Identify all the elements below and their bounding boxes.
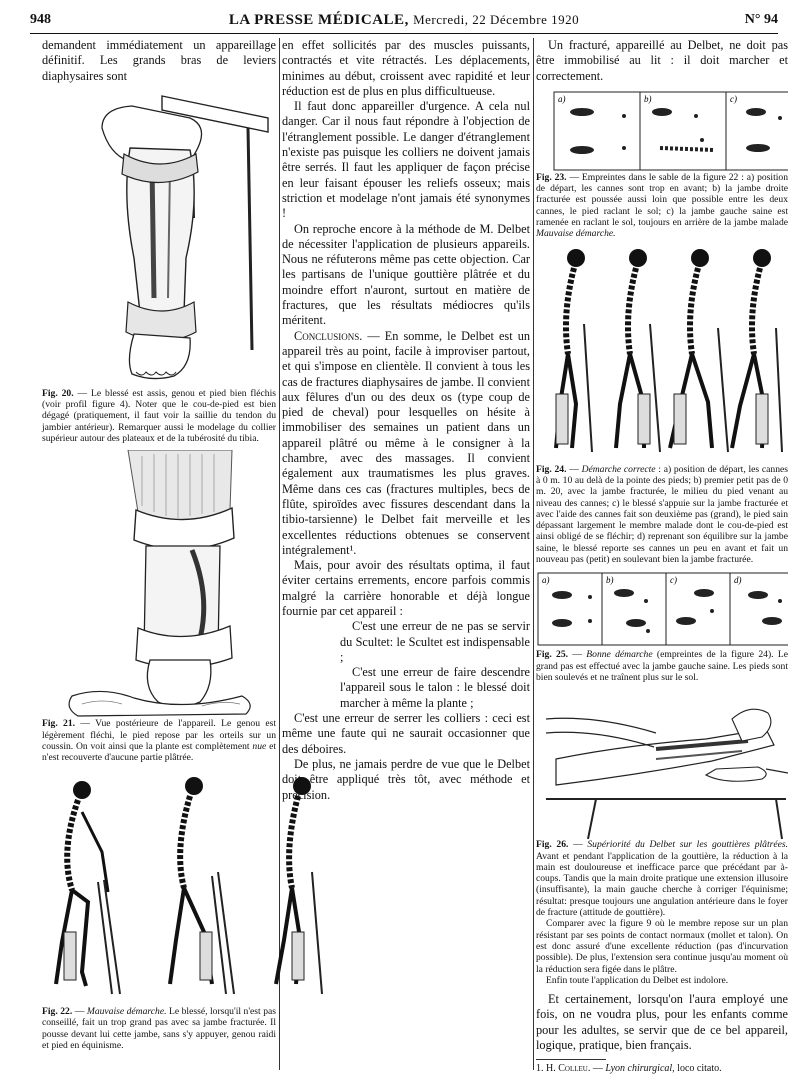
figure-22-text: Le blessé, lorsqu'il n'est pas conseillé, fait un trop grand pas avec sa jambe fracturée. Il pousse devant lui cette jambe, sans s'y appuyer, genou raidi et pied en équinisme. [42, 1006, 276, 1051]
page-header [30, 12, 778, 34]
paragraph: Et certainement, lorsqu'on l'aura employé une fois, on ne voudra plus, pour les enfants comme pour les adultes, se servir que de ce bel appareil, logique, pratique, bien français. [536, 992, 788, 1052]
footnote-author: Colleu. [558, 1063, 591, 1075]
footnote-rest: loco citato. [677, 1063, 722, 1075]
fig25-panel-label: d) [734, 575, 742, 586]
intro-text [42, 38, 276, 84]
figure-23-label: Fig. 23. [536, 171, 567, 183]
figure-24-text: : a) position de départ, les cannes à 0 m. 10 au delà de la pointe des pieds; b) premier petit pas de 0 m. 20, avec la jambe fracturée, le milieu du pied venant au niveau des cannes; c) le blessé s'appuie sur la jambe fracturée et avec l'aide des cannes fait son deuxième pas (grand), le pied sain dépassant largement le membre malade dont le cou-de-pied est ainsi obligé de se fléchir; d) reprenant son équilibre sur la jambe saine, le blessé reporte ses cannes un peu en avant et fait un nouveau pas (petit) en soulevant bien la jambe fracturée. [536, 463, 788, 566]
paragraph: en effet sollicités par des muscles puissants, contractés et vite rétractés. Les déplacements, minimes au début, croissent avec rapidité et leur réduction est de plus en plus difficultueuse. [282, 38, 530, 98]
figure-25-title: Bonne démarche [586, 649, 653, 661]
skeleton-figure [556, 249, 592, 452]
figure-20-text: — Le blessé est assis, genou et pied bien fléchis (voir profil figure 4). Noter que le cou-de-pied est bien dégagé (pratiquement, il faut voir la saillie du tendon du jambier antérieur). Remarquer aussi le modelage du collier supérieur autour des plateaux et de la tubérosité du tibia. [42, 387, 276, 445]
paragraph: Mais, pour avoir des résultats optima, il faut éviter certains errements, encore parfois commis malgré la carrière honorable et déjà longue fournie par cet appareil : [282, 558, 530, 618]
column-right [536, 38, 789, 1075]
figure-20-label: Fig. 20. [42, 387, 74, 399]
paragraph: Il faut donc appareiller d'urgence. A cela nul danger. Car il nous faut répondre à l'objection de l'étranglement possible. Le danger d'étranglement n'existe pas puisque les colliers ne doivent jamais être serrés. Il faut les appliquer de façon précise en leur faisant épouser les reliefs osseux; mais striction et modelage n'ont jamais été synonymes ! [282, 99, 530, 221]
page-number: 948 [30, 12, 51, 27]
skeleton-figure [616, 249, 660, 452]
figure-25-label: Fig. 25. [536, 649, 569, 661]
figure-23-italic: Mauvaise démarche. [536, 228, 616, 240]
issue-date: Mercredi, 22 Décembre 1920 [413, 12, 580, 27]
figure-24-title: Démarche correcte [581, 463, 656, 475]
figure-24-caption: Fig. 24. — Démarche correcte : a) position de départ, les cannes à 0 m. 10 au delà de la pointe des pieds; b) premier petit pas de 0 m. 20, avec la jambe fracturée, le milieu du pied venant au niveau des cannes; c) le blessé s'appuie sur la jambe fracturée et avec l'aide des cannes fait son deuxième pas (grand), le pied sain dépassant largement le membre malade dont le cou-de-pied est ainsi obligé de se fléchir; d) reprenant son équilibre sur la jambe saine, le blessé reporte ses cannes un peu en avant et fait un nouveau pas (petit) en soulevant bien la jambe fracturée. [536, 463, 788, 566]
figure-26-label: Fig. 26. [536, 839, 569, 851]
intro-paragraph: demandent immédiatement un appareillage définitif. Les grands bras de leviers diaphysaires sont [42, 38, 276, 83]
skeleton-figure [170, 777, 234, 994]
figure-26 [536, 689, 788, 986]
skeleton-figure [732, 249, 782, 452]
skeleton-figure [56, 781, 120, 994]
column-rule [533, 38, 534, 1070]
figure-26-text: Avant et pendant l'application de la gouttière, la réduction à la main est douloureuse et inefficace parce que précédant par à-coups. Tandis que la main droite pratique une extension illusoire (insuffisante), la main gauche cherche à corriger l'équinisme; résultat: presque toujours une angulation antérieure dans le foyer de fracture (attitude de gouttière). [536, 850, 788, 919]
figure-24 [536, 244, 788, 566]
figure-23-illustration [536, 90, 788, 172]
paragraph: C'est une erreur de faire descendre l'appareil sous le talon : le blessé doit marcher à même la plante ; [340, 665, 530, 710]
body-text-middle-end [282, 711, 530, 803]
figure-25-illustration [536, 571, 788, 649]
column-middle [282, 38, 530, 1070]
footnote-number: 1. H. [536, 1063, 556, 1075]
footnote-journal: Lyon chirurgical, [605, 1063, 675, 1075]
fig23-panel-label: a) [558, 93, 566, 104]
journal-title [30, 12, 778, 29]
figure-21-text: — Vue postérieure de l'appareil. Le genou est légèrement fléchi, le pied repose par les orteils sur un coussin. On voit ainsi que la plante est complètement [42, 718, 276, 752]
issue-number: N° 94 [744, 12, 778, 27]
figure-26-caption-3: Enfin toute l'application du Delbet est indolore. [546, 974, 729, 986]
body-text-right-top [536, 38, 788, 84]
figure-23-caption [536, 172, 788, 240]
figure-26-title: Supériorité du Delbet sur les gouttières plâtrées. [587, 839, 789, 851]
conclusions-text: — En somme, le Delbet est un appareil très au point, facile à improviser partout, et qui s'impose en clientèle. Il convient à tous les cas de fractures diaphysaires de jambe. Il convient aux fêlures d'un ou des deux os (type coup de pied de cheval) pour lesquelles on hésite à immobiliser des semaines un patient dans un appareil plâtré ou même à le consigner à la chambre, avec des massages. Il convient également aux traumatismes les plus graves. Même dans ces cas (fractures multiples, becs de flûte, spiroïdes avec fissures descendant dans la tibio-tarsienne) le Delbet fait merveille et les excellentes réductions obtenues se conservent intégralement¹. [282, 328, 530, 557]
paragraph: C'est une erreur de serrer les colliers : ceci est même une faute qui ne saurait occasionner que des déboires. [282, 711, 530, 756]
figure-21-caption [42, 718, 276, 763]
figure-25-caption: Fig. 25. — Bonne démarche (empreintes de la figure 24). Le grand pas est effectué avec la jambe gauche saine. Les pieds sont bien soulevés et ne traînent plus sur le sol. [536, 649, 788, 683]
fig23-panel-label: b) [644, 93, 652, 104]
journal-name: LA PRESSE MÉDICALE, [228, 12, 409, 28]
body-text-right-bottom [536, 992, 788, 1053]
body-text-middle-narrow [340, 619, 530, 711]
figure-21 [42, 450, 276, 763]
figure-26-caption-2: Comparer avec la figure 9 où le membre repose sur un plan résistant par ses points de contact normaux (mollet et talon). On est donc assuré d'une excellente réduction (pas d'incurvation possible). De plus, l'extension sera continue jusqu'au moment où la réduction sera figée dans le plâtre. [536, 918, 788, 975]
conclusions-heading: Conclusions. [294, 328, 363, 343]
figure-26-illustration [536, 689, 788, 839]
figure-23-text: — Empreintes dans le sable de la figure 22 : a) position de départ, les cannes sont trop en avant; b) la jambe droite fracturée est poussée aussi loin que possible entre les deux cannes, le pied raclant le sol; c) la jambe gauche saine est ramenée en raclant le sol, toujours en arrière de la jambe malade [536, 171, 788, 229]
figure-22-caption: Fig. 22. — Mauvaise démarche. Le blessé, lorsqu'il n'est pas conseillé, fait un trop grand pas avec sa jambe fracturée. Il pousse devant lui cette jambe, sans s'y appuyer, genou raidi et pied en équinisme. [42, 1006, 276, 1051]
figure-21-text-end: et n'est recouverte d'aucune partie plâtrée. [42, 740, 277, 764]
figure-20-illustration [42, 88, 276, 388]
figure-23 [536, 90, 788, 240]
figure-26-caption: Fig. 26. — Supériorité du Delbet sur les gouttières plâtrées. Avant et pendant l'application de la gouttière, la réduction à la main est douloureuse et inefficace parce que précédant par à-coups. Tandis que la main droite pratique une extension illusoire (insuffisante), la main gauche cherche à corriger l'équinisme; résultat: presque toujours une angulation antérieure dans le foyer de fracture (attitude de gouttière). [536, 839, 789, 919]
paragraph: C'est une erreur de ne pas se servir du Scultet: le Scultet est indispensable ; [340, 619, 530, 664]
conclusions-paragraph [282, 329, 530, 558]
fig23-panel-label: c) [730, 93, 737, 104]
figure-24-label: Fig. 24. [536, 463, 567, 475]
figure-20 [42, 88, 276, 444]
figure-25 [536, 571, 788, 683]
fig25-panel-label: c) [670, 575, 677, 586]
figure-21-label: Fig. 21. [42, 718, 76, 730]
skeleton-figure [670, 249, 728, 452]
figure-24-illustration [536, 244, 788, 464]
figure-22-label: Fig. 22. [42, 1006, 73, 1017]
figure-22-title: Mauvaise démarche. [86, 1006, 167, 1017]
figure-21-italic: nue [252, 740, 267, 752]
figure-25-text: (empreintes de la figure 24). Le grand pas est effectué avec la jambe gauche saine. Les pieds sont bien soulevés et ne traînent plus sur le sol. [536, 649, 788, 683]
paragraph: On reproche encore à la méthode de M. Delbet de nécessiter l'application de plusieurs appareils. Nous ne réfuterons même pas cette objection. Car les partisans de l'unique gouttière plâtrée et du moindre effort n'auront, surtout en matière de fractures, que les résultats médiocres qu'ils méritent. [282, 221, 530, 328]
footnote: 1. H. Colleu. — Lyon chirurgical, loco citato. [536, 1063, 722, 1075]
figure-20-caption [42, 388, 276, 444]
paragraph: Un fracturé, appareillé au Delbet, ne doit pas être immobilisé au lit : il doit marcher et correctement. [536, 38, 788, 83]
body-text-middle [282, 38, 530, 619]
fig25-panel-label: b) [606, 575, 614, 586]
figure-21-illustration [42, 450, 276, 718]
paragraph: De plus, ne jamais perdre de vue que le Delbet doit être appliqué très tôt, avec méthode et précision. [282, 756, 530, 802]
fig25-panel-label: a) [542, 575, 550, 586]
